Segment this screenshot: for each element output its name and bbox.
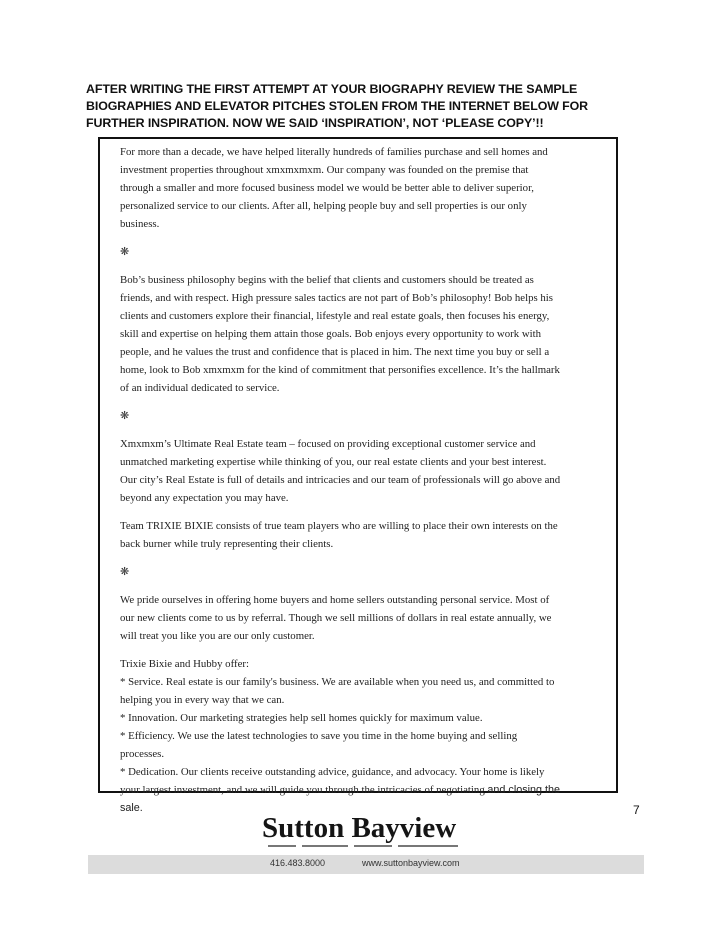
bio-paragraph-6 xyxy=(120,655,610,817)
text-line: Trixie Bixie and Hubby offer: xyxy=(120,658,249,670)
text-fragment: your largest investment, and we will guide you through the intricacies of negotiating xyxy=(120,784,488,796)
page-number: 7 xyxy=(633,803,640,817)
text-line: business. xyxy=(120,218,160,230)
logo-tagline-graphic xyxy=(268,842,468,850)
text-line: investment properties throughout xmxmxmxm. Our company was founded on the premise that xyxy=(120,164,529,176)
text-line: Team TRIXIE BIXIE consists of true team players who are willing to place their own interests on the xyxy=(120,520,558,532)
text-line: skill and expertise on helping them attain those goals. Bob enjoys every opportunity to work with xyxy=(120,328,542,340)
text-fragment: and closing the xyxy=(487,784,561,796)
text-line: through a smaller and more focused business model we would be better able to deliver superior, xyxy=(120,182,534,194)
company-logo: Sutton Bayview xyxy=(262,812,457,844)
text-line: people, and he values the trust and confidence that is placed in him. The next time you buy or sell a xyxy=(120,346,550,358)
bio-paragraph-5 xyxy=(120,591,610,645)
text-line: * Efficiency. We use the latest technologies to save you time in the home buying and selling xyxy=(120,730,518,742)
text-line: our new clients come to us by referral. Though we sell millions of dollars in real estate annually, we xyxy=(120,612,552,624)
sample-bios-content xyxy=(120,143,610,827)
ornament-divider-icon: ❋ xyxy=(120,410,130,422)
bio-paragraph-4 xyxy=(120,517,610,553)
text-line: Xmxmxm’s Ultimate Real Estate team – focused on providing exceptional customer service and xyxy=(120,438,536,450)
text-line: We pride ourselves in offering home buyers and home sellers outstanding personal service. Most of xyxy=(120,594,550,606)
text-line: friends, and with respect. High pressure sales tactics are not part of Bob’s philosophy! Bob helps his xyxy=(120,292,553,304)
text-line: unmatched marketing expertise while thinking of you, our real estate clients and your best interest. xyxy=(120,456,547,468)
text-line: beyond any expectation you may have. xyxy=(120,492,289,504)
text-line: Bob’s business philosophy begins with the belief that clients and customers should be treated as xyxy=(120,274,534,286)
bio-paragraph-3 xyxy=(120,435,610,507)
ornament-divider-icon: ❋ xyxy=(120,566,130,578)
heading-line: AFTER WRITING THE FIRST ATTEMPT AT YOUR BIOGRAPHY REVIEW THE SAMPLE xyxy=(86,82,578,96)
text-line: processes. xyxy=(120,748,165,760)
footer-website: www.suttonbayview.com xyxy=(362,858,460,868)
bio-paragraph-1 xyxy=(120,143,610,233)
text-line: clients and customers explore their financial, lifestyle and real estate goals, then focuses his energy, xyxy=(120,310,550,322)
text-line: back burner while truly representing their clients. xyxy=(120,538,334,550)
footer-phone: 416.483.8000 xyxy=(270,858,326,868)
text-line: Our city’s Real Estate is full of details and intricacies and our team of professionals will go above and xyxy=(120,474,561,486)
bio-paragraph-2 xyxy=(120,271,610,397)
text-line: of an individual dedicated to service. xyxy=(120,382,280,394)
text-line: home, look to Bob xmxmxm for the kind of commitment that personifies excellence. It’s the hallmark xyxy=(120,364,560,376)
text-line xyxy=(120,781,610,799)
page-heading xyxy=(86,81,686,132)
text-line: * Dedication. Our clients receive outstanding advice, guidance, and advocacy. Your home is likely xyxy=(120,766,545,778)
text-line: will treat you like you are our only customer. xyxy=(120,630,315,642)
ornament-divider-icon: ❋ xyxy=(120,246,130,258)
heading-line: FURTHER INSPIRATION. NOW WE SAID ‘INSPIRATION’, NOT ‘PLEASE COPY’!! xyxy=(86,116,544,130)
heading-line: BIOGRAPHIES AND ELEVATOR PITCHES STOLEN FROM THE INTERNET BELOW FOR xyxy=(86,99,589,113)
text-line: personalized service to our clients. After all, helping people buy and sell properties is our only xyxy=(120,200,527,212)
text-line: helping you in every way that we can. xyxy=(120,694,285,706)
text-line: * Service. Real estate is our family's business. We are available when you need us, and committed to xyxy=(120,676,555,688)
text-line: For more than a decade, we have helped literally hundreds of families purchase and sell homes and xyxy=(120,146,548,158)
text-line: sale. xyxy=(120,802,143,814)
text-line: * Innovation. Our marketing strategies help sell homes quickly for maximum value. xyxy=(120,712,483,724)
